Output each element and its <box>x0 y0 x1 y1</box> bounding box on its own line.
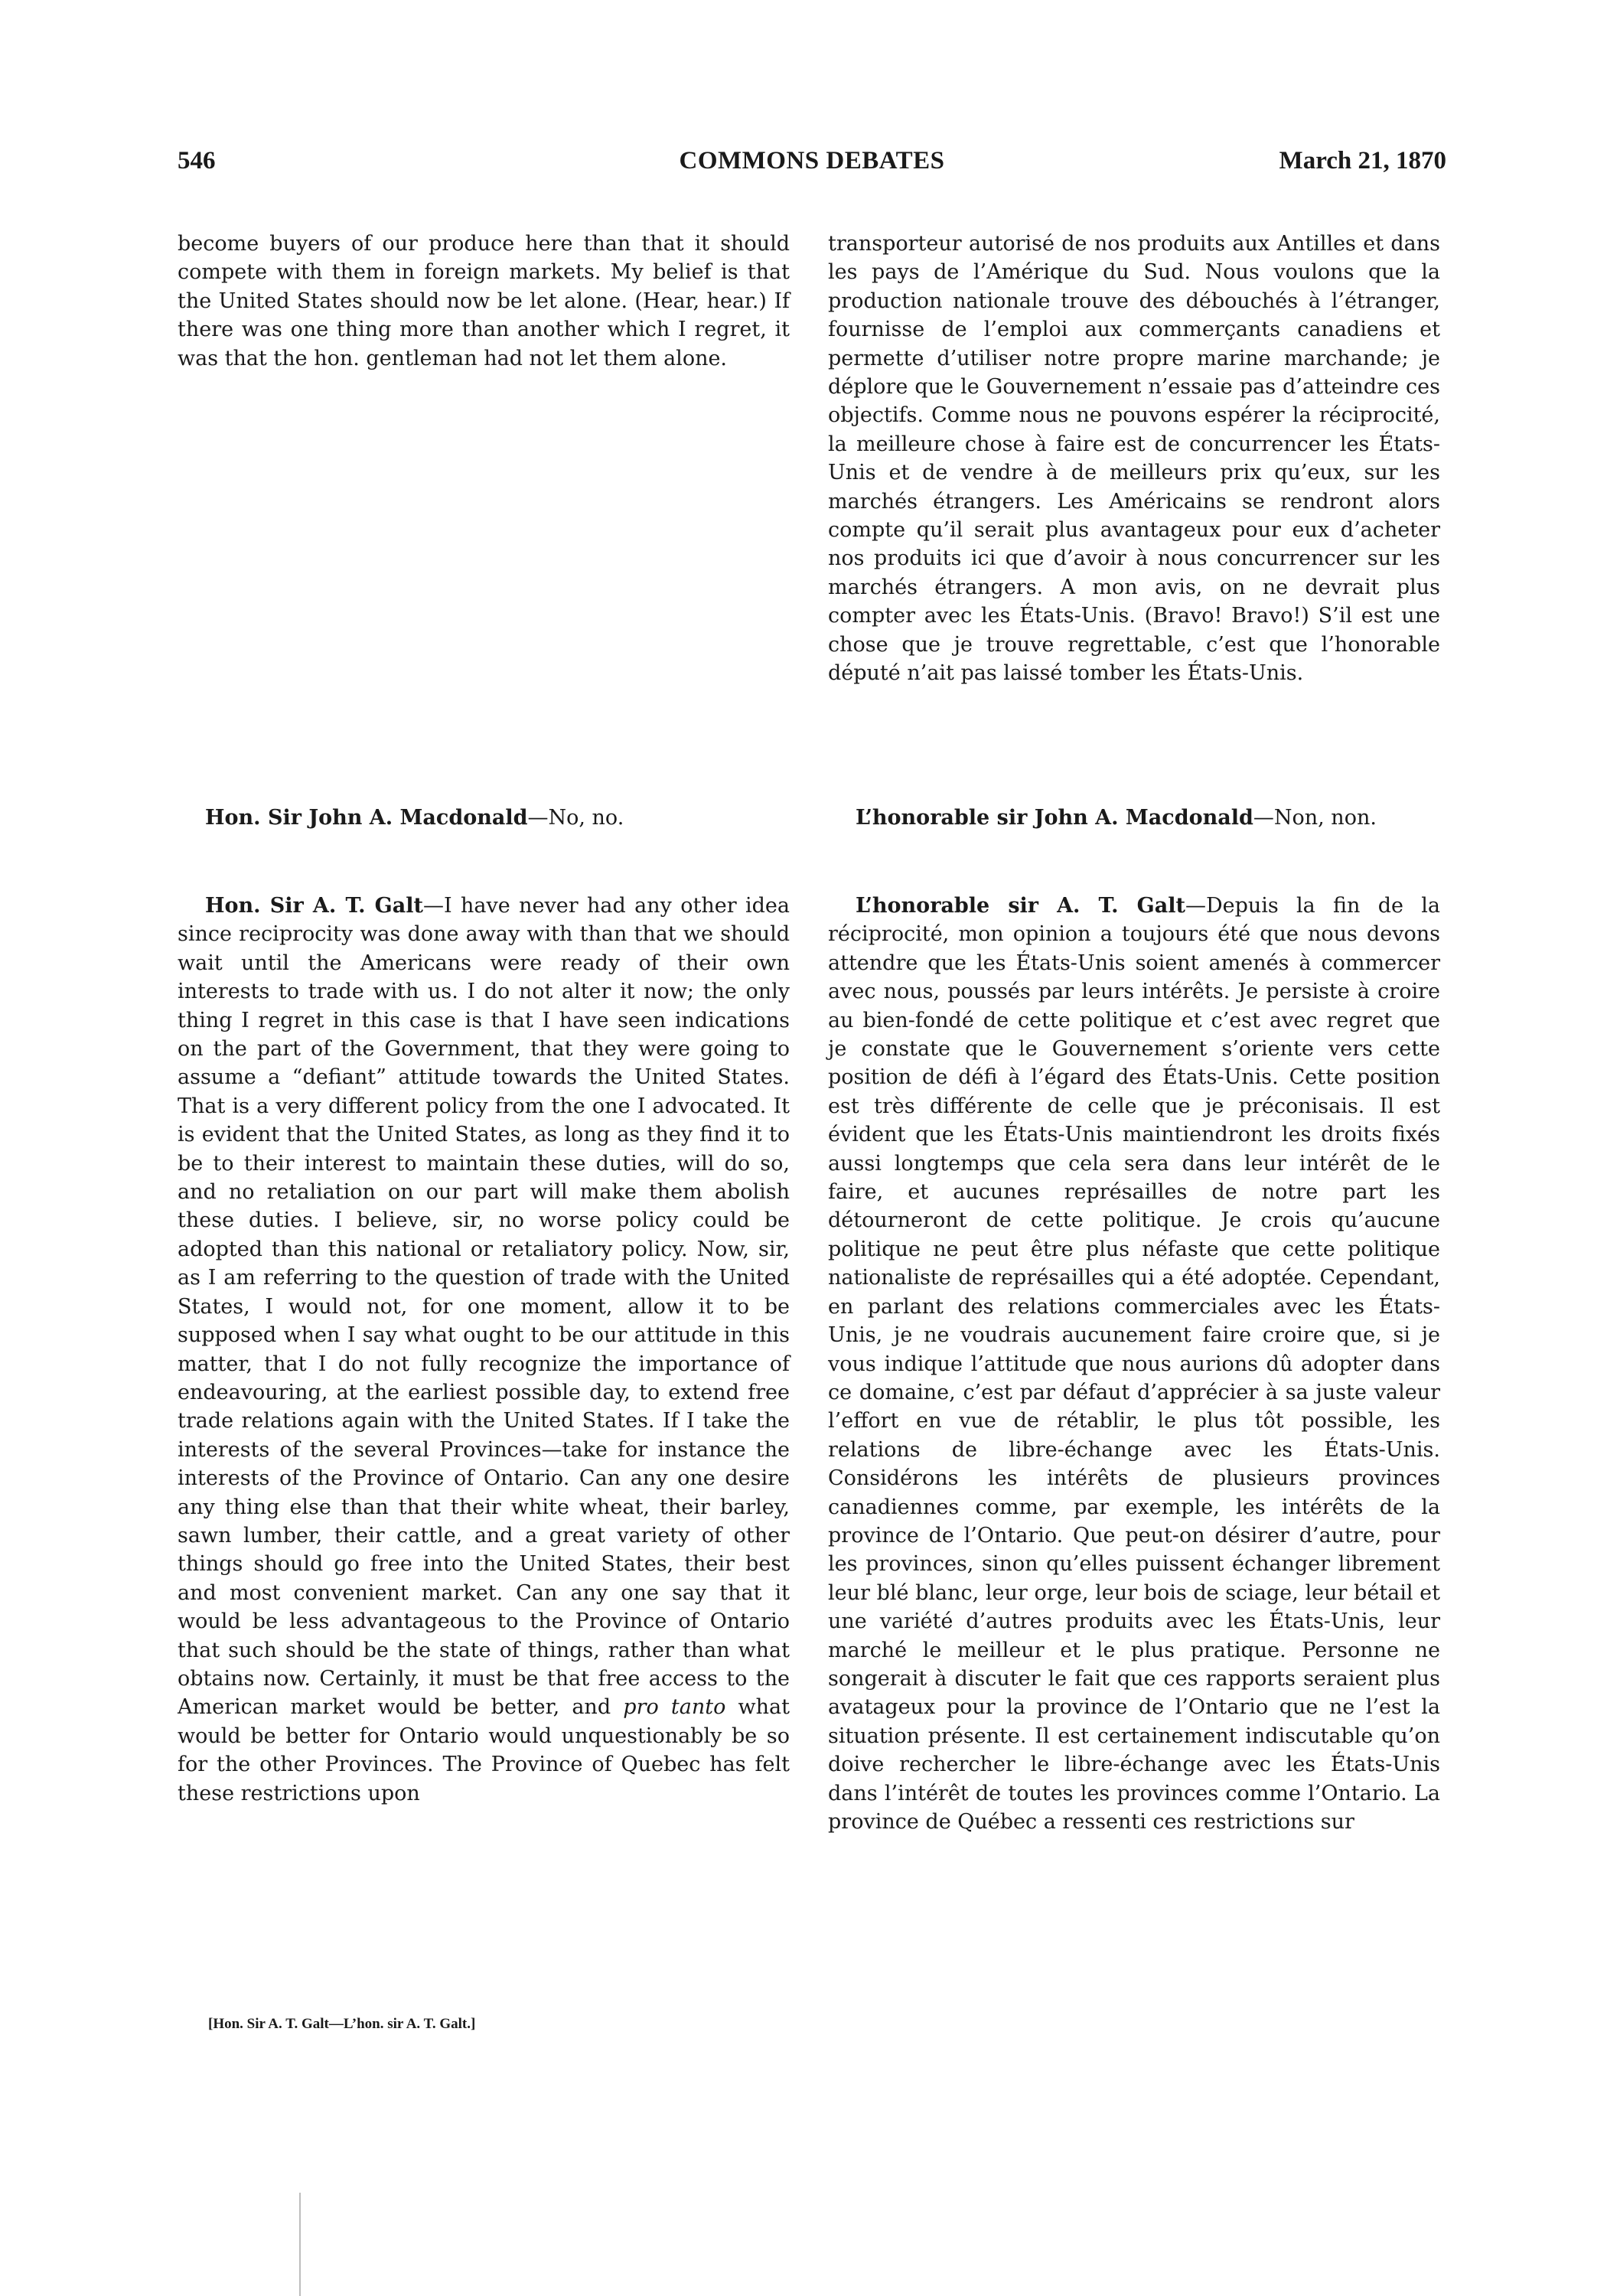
scan-artifact-line <box>299 2193 301 2296</box>
right-column-paragraph-2 <box>828 804 1440 832</box>
speech-text: —No, no. <box>527 806 624 830</box>
french-continuation-text: transporteur autorisé de nos produits aux Antilles et dans les pays de l’Amérique du Sud. Nous voulons que la production nationale trouve des débouchés à l’étranger, fournisse de l’emploi aux commerçants canadiens et permette d’utiliser notre propre marine marchande; je déplore que le Gouvernement n’essaie pas d’atteindre ces objectifs. Comme nous ne pouvons espérer la réciprocité, la meilleure chose à faire est de concurrencer les États-Unis et de vendre à de meilleurs prix qu’eux, sur les marchés étrangers. Les Américains se rendront alors compte qu’il serait plus avantageux pour eux d’acheter nos produits ici que d’avoir à nous concurrencer sur les marchés étrangers. A mon avis, on ne devrait plus compter avec les États-Unis. (Bravo! Bravo!) S’il est une chose que je trouve regrettable, c’est que l’honorable député n’ait pas laissé tomber les États-Unis. <box>828 232 1440 686</box>
right-column-paragraph-3 <box>828 892 1440 1836</box>
page-header <box>178 147 1446 184</box>
page-number: 546 <box>178 147 216 174</box>
speaker-name: L’honorable sir John A. Macdonald <box>856 806 1253 830</box>
speaker-name: Hon. Sir John A. Macdonald <box>205 806 528 830</box>
italic-phrase: pro tanto <box>623 1695 726 1720</box>
speech-text-continued: what would be better for Ontario would unquestionably be so for the other Provinces. The Province of Quebec has felt these restrictions upon <box>178 1695 790 1805</box>
speech-text: —Non, non. <box>1253 806 1377 830</box>
speech-text: —Depuis la fin de la réciprocité, mon opinion a toujours été que nous devons attendre que les États-Unis soient amenés à commercer avec nous, poussés par leurs intérêts. Je persiste à croire au bien-fondé de cette politique et c’est avec regret que je constate que le Gouvernement s’oriente vers cette position de défi à l’égard des États-Unis. Cette position est très différente de celle que je préconisais. Il est évident que les États-Unis maintiendront les droits fixés aussi longtemps que cela sera dans leur intérêt de le faire, et aucunes représailles de notre part les détourneront de cette politique. Je crois qu’aucune politique ne peut être plus néfaste que cette politique nationaliste de représailles qui a été adoptée. Cependant, en parlant des relations commerciales avec les États-Unis, je ne voudrais aucunement faire croire que, si je vous indique l’attitude que nous aurions dû adopter dans ce domaine, c’est par défaut d’apprécier à sa juste valeur l’effort en vue de rétablir, le plus tôt possible, les relations de libre-échange avec les États-Unis. Considérons les intérêts de plusieurs provinces canadiennes comme, par exemple, les intérêts de la province de l’Ontario. Que peut-on désirer d’autre, pour les provinces, sinon qu’elles puissent échanger librement leur blé blanc, leur orge, leur bois de sciage, leur bétail et une variété d’autres produits avec les États-Unis, leur marché le meilleur et le plus pratique. Personne ne songerait à discuter le fait que ces rapports seraient plus avatageux pour la province de l’Ontario que ne l’est la situation présente. Il est certainement indiscutable qu’on doive rechercher le libre-échange avec les États-Unis dans l’intérêt de toutes les provinces comme l’Ontario. La province de Québec a ressenti ces restrictions sur <box>828 894 1440 1834</box>
speaker-name: L’honorable sir A. T. Galt <box>856 894 1185 918</box>
speech-galt-fr <box>828 892 1440 1836</box>
left-column-paragraph-1 <box>178 230 790 373</box>
left-column-paragraph-2 <box>178 804 790 832</box>
left-column-paragraph-3 <box>178 892 790 1808</box>
speaker-footnote: [Hon. Sir A. T. Galt—L’hon. sir A. T. Galt.] <box>208 2016 476 2032</box>
right-column-paragraph-1 <box>828 230 1440 688</box>
sitting-date: March 21, 1870 <box>1279 147 1446 174</box>
speaker-name: Hon. Sir A. T. Galt <box>205 894 423 918</box>
publication-title: COMMONS DEBATES <box>679 147 945 174</box>
speech-galt-en <box>178 892 790 1808</box>
english-continuation-text: become buyers of our produce here than that it should compete with them in foreign markets. My belief is that the United States should now be let alone. (Hear, hear.) If there was one thing more than another which I regret, it was that the hon. gentleman had not let them alone. <box>178 232 790 370</box>
speech-macdonald-fr <box>828 804 1440 832</box>
speech-macdonald-en <box>178 804 790 832</box>
speech-text: —I have never had any other idea since reciprocity was done away with than that we should wait until the Americans were ready of their own interests to trade with us. I do not alter it now; the only thing I regret in this case is that I have seen indications on the part of the Government, that they were going to assume a “defiant” attitude towards the United States. That is a very different policy from the one I advocated. It is evident that the United States, as long as they find it to be to their interest to maintain these duties, will do so, and no retaliation on our part will make them abolish these duties. I believe, sir, no worse policy could be adopted than this national or retaliatory policy. Now, sir, as I am referring to the question of trade with the United States, I would not, for one moment, allow it to be supposed when I say what ought to be our attitude in this matter, that I do not fully recognize the importance of endeavouring, at the earliest possible day, to extend free trade relations again with the United States. If I take the interests of the several Provinces—take for instance the interests of the Province of Ontario. Can any one desire any thing else than that their white wheat, their barley, sawn lumber, their cattle, and a great variety of other things should go free into the United States, their best and most convenient market. Can any one say that it would be less advantageous to the Province of Ontario that such should be the state of things, rather than what obtains now. Certainly, it must be that free access to the American market would be better, and <box>178 894 790 1720</box>
